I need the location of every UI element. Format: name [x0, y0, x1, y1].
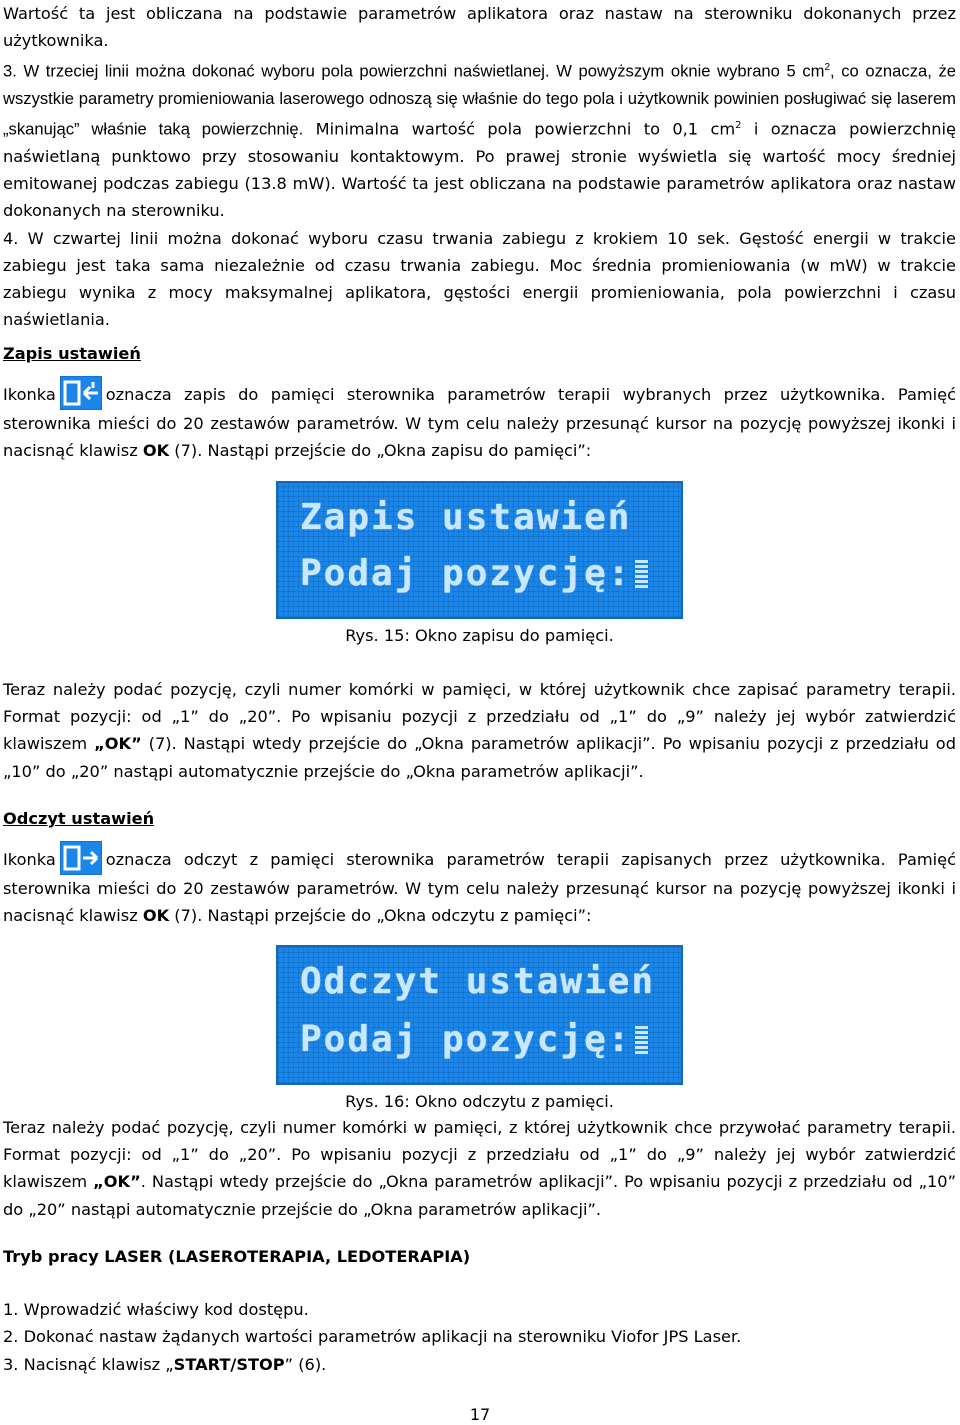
save-lcd-window: [276, 481, 683, 619]
item-3-text-continued: , co oznacza, że wszystkie parametry promieniowania laserowego odnoszą się właśnie do tego pola i użytkownik powinien posługiwać się laserem „skanując” właśnie taką powierzchnię.: [3, 61, 956, 139]
page-number: 17: [469, 1405, 491, 1424]
item-3-minimum: Minimalna wartość pola powierzchni to 0,1 cm: [303, 119, 736, 139]
laser-steps-list: [3, 1296, 956, 1378]
save-section: [3, 340, 956, 465]
save-after-text-b: (7). Nastąpi wtedy przejście do „Okna parametrów aplikacji”. Po wpisaniu pozycji z przedziału od „10” do „20” nastąpi automatycznie przejście do „Okna parametrów aplikacji”.: [3, 734, 956, 781]
save-after-paragraph: [3, 676, 956, 785]
read-lcd-prompt-text: Podaj pozycję:: [300, 1019, 632, 1060]
superscript-2b: 2: [735, 120, 742, 132]
read-text-b: oznacza odczyt z pamięci sterownika parametrów terapii zapisanych przez użytkownika. Pamięć sterownika mieści do 20 zestawów parametrów. W tym celu należy przesunąć kursor na pozycję powyższej ikonki i nacisnąć klawisz: [3, 850, 956, 926]
save-paragraph: [3, 376, 956, 464]
read-lcd-window: [276, 945, 683, 1085]
step3-text-a: 3. Nacisnąć klawisz „: [3, 1354, 174, 1374]
list-item: [3, 1351, 956, 1378]
read-after-ok: „OK”: [93, 1172, 141, 1192]
save-lcd-title: Zapis ustawień: [300, 497, 632, 538]
read-from-memory-icon: [60, 841, 102, 875]
save-lcd-prompt-text: Podaj pozycję:: [300, 553, 632, 594]
save-after-ok: „OK”: [94, 734, 142, 754]
laser-section: [3, 1243, 956, 1378]
save-after-section: [3, 676, 956, 785]
superscript-2: 2: [824, 62, 831, 74]
save-to-memory-icon: [60, 376, 102, 410]
read-figure-caption: Rys. 16: Okno odczytu z pamięci.: [345, 1092, 614, 1111]
read-lcd-prompt: [300, 1019, 648, 1060]
intro-paragraph: Wartość ta jest obliczana na podstawie parametrów aplikatora oraz nastaw na sterowniku dokonanych przez użytkownika.: [3, 4, 956, 51]
read-after-text-b: . Nastąpi wtedy przejście do „Okna parametrów aplikacji”. Po wpisaniu pozycji z przedziału od „10” do „20” nastąpi automatycznie przejście do „Okna parametrów aplikacji”.: [3, 1172, 956, 1219]
read-after-text-a: Teraz należy podać pozycję, czyli numer komórki w pamięci, z której użytkownik chce przywołać parametry terapii. Format pozycji: od „1” do „20”. Po wpisaniu pozycji z przedziału od „1” do „9” należy jej wybór zatwierdzić klawiszem: [3, 1118, 956, 1192]
read-heading: Odczyt ustawień: [3, 809, 155, 828]
list-item: 2. Dokonać nastaw żądanych wartości parametrów aplikacji na sterowniku Viofor JPS Laser.: [3, 1327, 742, 1347]
read-after-paragraph: [3, 1114, 956, 1223]
item-3-end: i oznacza powierzchnię naświetlaną punktowo przy stosowaniu kontaktowym. Po prawej stronie wyświetla się wartość mocy średniej emitowanej podczas zabiegu (13.8 mW). Wartość ta jest obliczana na podstawie parametrów aplikatora oraz nastaw dokonanych na sterowniku.: [3, 119, 956, 221]
save-figure-caption: Rys. 15: Okno zapisu do pamięci.: [345, 626, 614, 645]
read-lcd-title: Odczyt ustawień: [300, 961, 656, 1002]
item-4-paragraph: 4. W czwartej linii można dokonać wyboru czasu trwania zabiegu z krokiem 10 sek. Gęstość energii w trakcie zabiegu jest taka sama niezależnie od czasu trwania zabiegu. Moc średnia promieniowania (w mW) w trakcie zabiegu wynika z mocy maksymalnej aplikatora, gęstości energii promieniowania, pola powierzchni i czasu naświetlania.: [3, 228, 956, 330]
lcd-cursor: [635, 1024, 648, 1054]
intro-section: [3, 0, 956, 334]
lcd-cursor: [635, 558, 648, 588]
save-text-b: oznacza zapis do pamięci sterownika parametrów terapii wybranych przez użytkownika. Pamięć sterownika mieści do 20 zestawów parametrów. W tym celu należy przesunąć kursor na pozycję powyższej ikonki i nacisnąć klawisz: [3, 385, 956, 461]
start-stop-key-label: START/STOP: [173, 1354, 285, 1374]
save-text-c: (7). Nastąpi przejście do „Okna zapisu do pamięci”:: [169, 441, 592, 461]
read-text-a: Ikonka: [3, 850, 56, 870]
ok-key-label: OK: [142, 441, 170, 461]
save-lcd-prompt: [300, 553, 648, 594]
read-section: [3, 805, 956, 930]
list-item: 1. Wprowadzić właściwy kod dostępu.: [3, 1300, 309, 1320]
laser-heading: Tryb pracy LASER (LASEROTERAPIA, LEDOTERAPIA): [3, 1247, 471, 1266]
step3-text-b: ” (6).: [284, 1354, 327, 1374]
save-heading: Zapis ustawień: [3, 344, 141, 363]
ok-key-label: OK: [142, 906, 170, 926]
read-text-c: (7). Nastąpi przejście do „Okna odczytu z pamięci”:: [169, 906, 592, 926]
save-text-a: Ikonka: [3, 385, 56, 405]
save-after-text-a: Teraz należy podać pozycję, czyli numer komórki w pamięci, w której użytkownik chce zapisać parametry terapii. Format pozycji: od „1” do „20”. Po wpisaniu pozycji z przedziału od „1” do „9” należy jej wybór zatwierdzić klawiszem: [3, 680, 956, 754]
item-3-text: 3. W trzeciej linii można dokonać wyboru pola powierzchni naświetlanej. W powyższym oknie wybrano 5 cm: [3, 61, 825, 81]
read-paragraph: [3, 841, 956, 929]
item-3-paragraph: [3, 54, 956, 224]
read-after-section: [3, 1114, 956, 1223]
